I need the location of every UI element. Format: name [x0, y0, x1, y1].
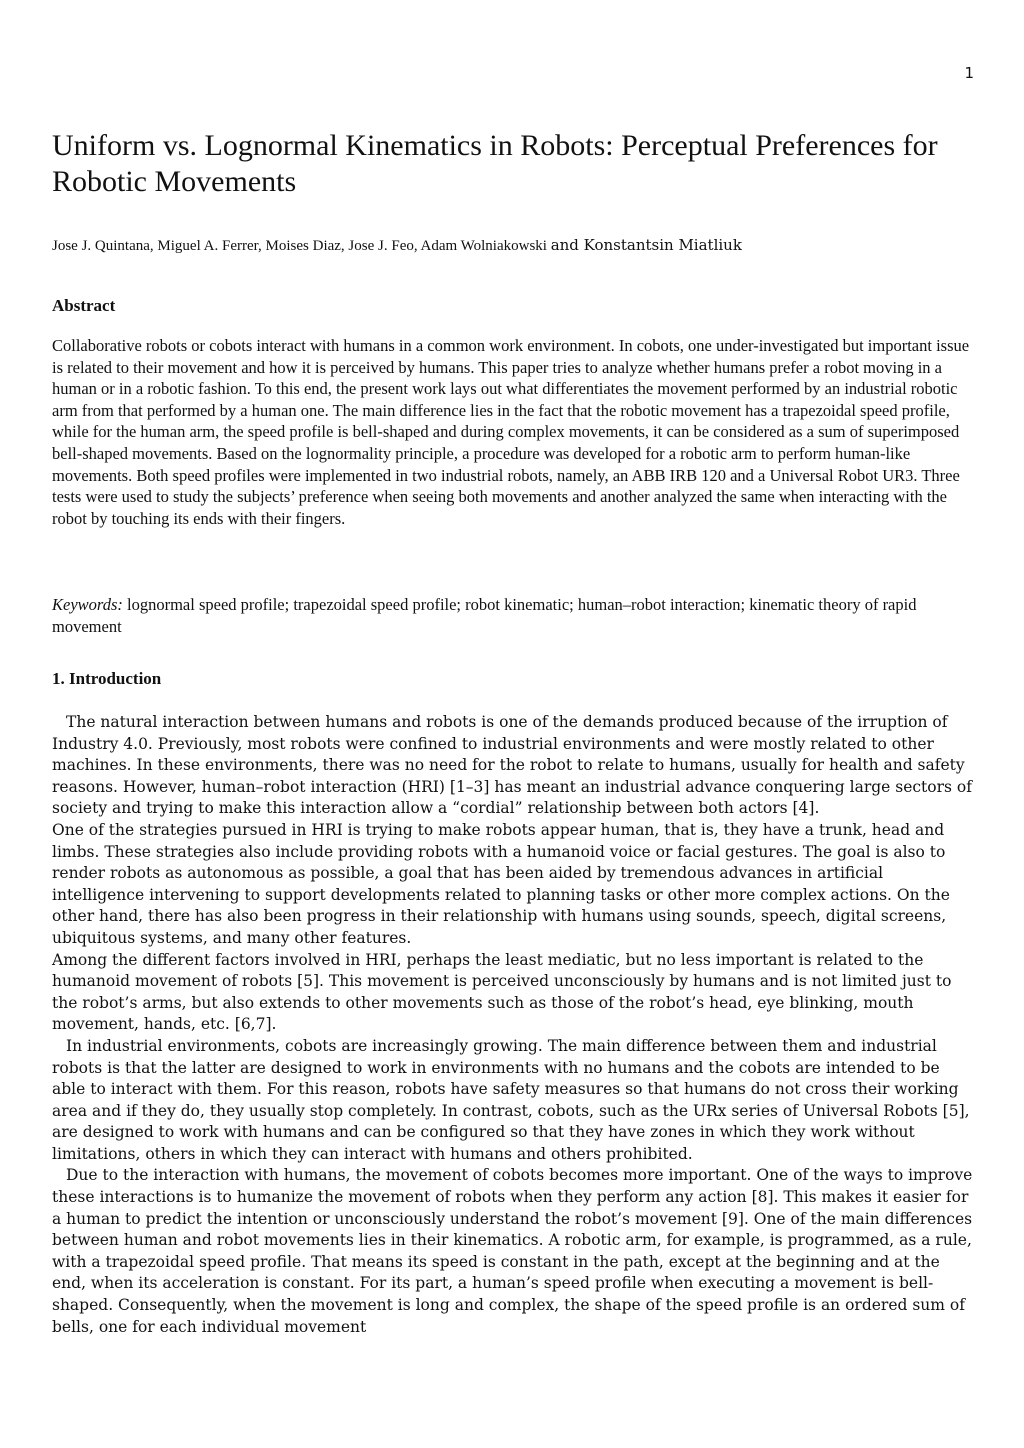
intro-paragraph: The natural interaction between humans and robots is one of the demands produced because of the irruption of Industry 4.0. Previously, most robots were confined to industrial environments and were mostly related to other machines. In these environments, there was no need for the robot to relate to humans, usually for health and safety reasons. However, human–robot interaction (HRI) [1–3] has meant an industrial advance conquering large sectors of society and trying to make this interaction allow a “cordial” relationship between both actors [4].	[52, 713, 972, 818]
abstract-text: Collaborative robots or cobots interact with humans in a common work environment. In cobots, one under-investigated but important issue is related to their movement and how it is perceived by humans. This paper tries to analyze whether humans prefer a robot moving in a human or in a robotic fashion. To this end, the present work lays out what differentiates the movement performed by an industrial robotic arm from that performed by a human one. The main difference lies in the fact that the robotic movement has a trapezoidal speed profile, while for the human arm, the speed profile is bell-shaped and during complex movements, it can be considered as a sum of superimposed bell-shaped movements. Based on the lognormality principle, a procedure was developed for a robotic arm to perform human-like movements. Both speed profiles were implemented in two industrial robots, namely, an ABB IRB 120 and a Universal Robot UR3. Three tests were used to study the subjects’ preference when seeing both movements and another analyzed the same when interacting with the robot by touching its ends with their fingers.	[52, 336, 970, 528]
introduction-body	[52, 712, 974, 1338]
paper-title: Uniform vs. Lognormal Kinematics in Robots: Perceptual Preferences for Robotic Movements	[52, 129, 938, 198]
authors-main: Jose J. Quintana, Miguel A. Ferrer, Moises Diaz, Jose J. Feo, Adam Wolniakowski	[52, 238, 551, 254]
page-number: 1	[964, 64, 974, 82]
intro-paragraph: Among the different factors involved in HRI, perhaps the least mediatic, but no less important is related to the humanoid movement of robots [5]. This movement is perceived unconsciously by humans and is not limited just to the robot’s arms, but also extends to other movements such as those of the robot’s head, eye blinking, mouth movement, hands, etc. [6,7].	[52, 950, 952, 1034]
keywords-label: Keywords:	[52, 595, 123, 614]
authors-tail: and Konstantsin Miatliuk	[550, 236, 742, 254]
keywords-text: lognormal speed profile; trapezoidal speed profile; robot kinematic; human–robot interaction; kinematic theory of rapid movement	[52, 595, 917, 636]
keywords	[52, 594, 974, 637]
intro-paragraph: Due to the interaction with humans, the movement of cobots becomes more important. One of the ways to improve these interactions is to humanize the movement of robots when they perform any action [8]. This makes it easier for a human to predict the intention or unconsciously understand the robot’s movement [9]. One of the main differences between human and robot movements lies in their kinematics. A robotic arm, for example, is programmed, as a rule, with a trapezoidal speed profile. That means its speed is constant in the path, except at the beginning and at the end, when its acceleration is constant. For its part, a human’s speed profile when executing a movement is bell-shaped. Consequently, when the movement is long and complex, the shape of the speed profile is an ordered sum of bells, one for each individual movement	[52, 1166, 973, 1336]
author-list	[52, 236, 982, 255]
abstract-heading: Abstract	[52, 296, 116, 315]
introduction-heading: 1. Introduction	[52, 669, 162, 688]
intro-paragraph: One of the strategies pursued in HRI is trying to make robots appear human, that is, they have a trunk, head and limbs. These strategies also include providing robots with a humanoid voice or facial gestures. The goal is also to render robots as autonomous as possible, a goal that has been aided by tremendous advances in artificial intelligence intervening to support developments related to planning tasks or other more complex actions. On the other hand, there has also been progress in their relationship with humans using sounds, speech, digital screens, ubiquitous systems, and many other features.	[52, 820, 950, 947]
intro-paragraph: In industrial environments, cobots are increasingly growing. The main difference between them and industrial robots is that the latter are designed to work in environments with no humans and the cobots are intended to be able to interact with them. For this reason, robots have safety measures so that humans do not cross their working area and if they do, they usually stop completely. In contrast, cobots, such as the URx series of Universal Robots [5], are designed to work with humans and can be configured so that they have zones in which they work without limitations, others in which they can interact with humans and others prohibited.	[52, 1036, 970, 1163]
